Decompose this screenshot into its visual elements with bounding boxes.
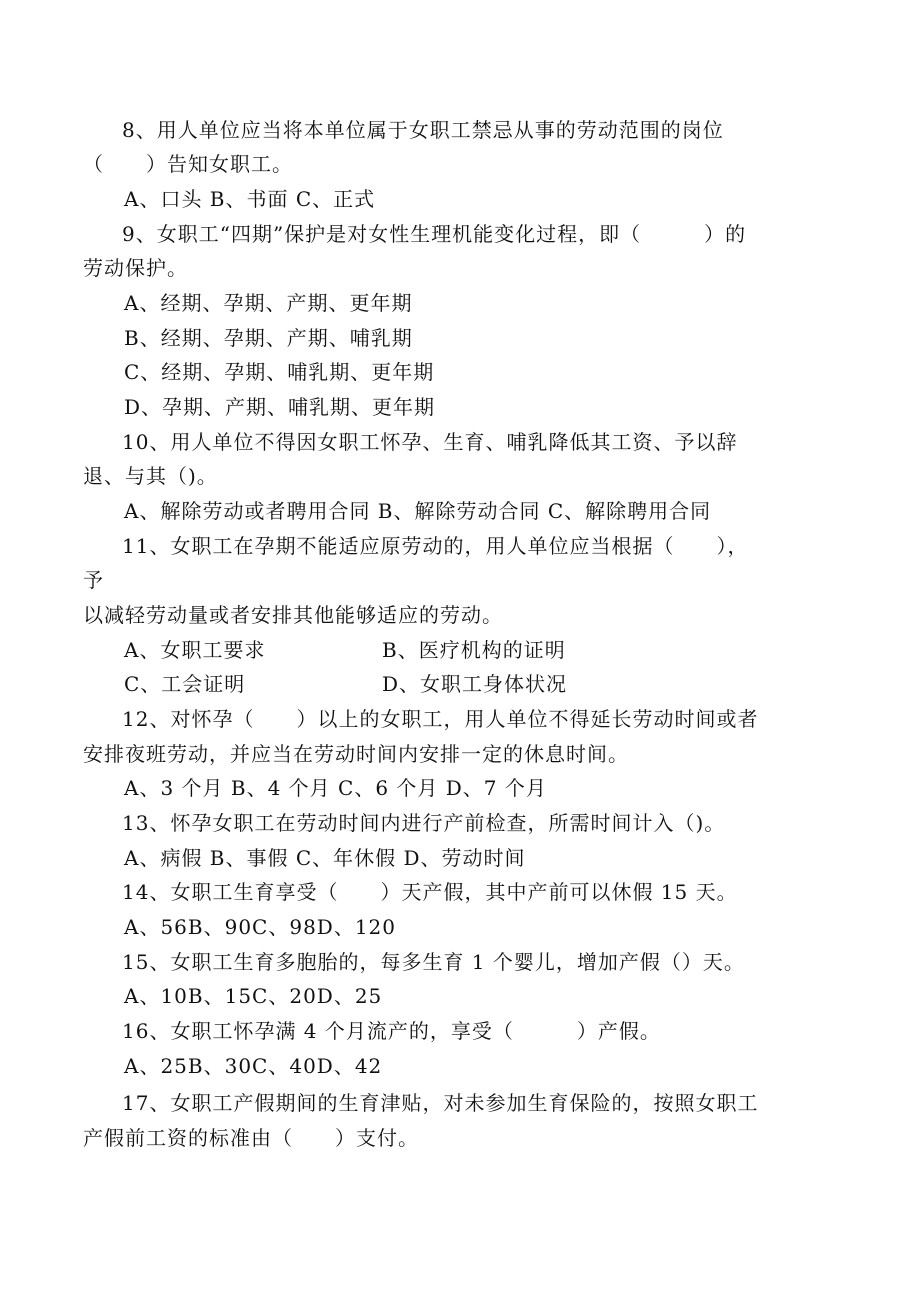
question-10-text: 10、用人单位不得因女职工怀孕、生育、哺乳降低其工资、予以辞 [122, 430, 738, 454]
question-8-text: 8、用人单位应当将本单位属于女职工禁忌从事的劳动范围的岗位 [122, 118, 724, 142]
question-12-options: A、3 个月 B、4 个月 C、6 个月 D、7 个月 [124, 776, 547, 800]
question-11-continued: 以减轻劳动量或者安排其他能够适应的劳动。 [83, 603, 503, 627]
question-9-option-b: B、经期、孕期、产期、哺乳期 [124, 326, 413, 350]
question-9-option-a: A、经期、孕期、产期、更年期 [124, 291, 413, 315]
question-10-continued: 退、与其（)。 [83, 464, 218, 488]
question-11-option-a: A、女职工要求 [124, 638, 266, 662]
question-9-text: 9、女职工“四期”保护是对女性生理机能变化过程，即（ ）的 [122, 222, 747, 246]
question-13-text: 13、怀孕女职工在劳动时间内进行产前检查，所需时间计入（)。 [122, 811, 726, 835]
question-10-options: A、解除劳动或者聘用合同 B、解除劳动合同 C、解除聘用合同 [124, 499, 712, 523]
question-8-continued: （ ）告知女职工。 [83, 152, 293, 176]
question-9-continued: 劳动保护。 [83, 256, 188, 280]
question-15-options: A、10B、15C、20D、25 [124, 984, 383, 1008]
question-16-text: 16、女职工怀孕满 4 个月流产的，享受（ ）产假。 [122, 1019, 661, 1043]
question-14-options: A、56B、90C、98D、120 [124, 915, 396, 939]
question-13-options: A、病假 B、事假 C、年休假 D、劳动时间 [124, 846, 526, 870]
question-11-option-d: D、女职工身体状况 [382, 672, 568, 696]
question-9-option-d: D、孕期、产期、哺乳期、更年期 [124, 395, 436, 419]
question-14-text: 14、女职工生育享受（ ）天产假，其中产前可以休假 15 天。 [122, 880, 738, 904]
question-15-text: 15、女职工生育多胞胎的，每多生育 1 个婴儿，增加产假（）天。 [122, 950, 745, 974]
question-9-option-c: C、经期、孕期、哺乳期、更年期 [124, 360, 435, 384]
question-12-continued: 安排夜班劳动，并应当在劳动时间内安排一定的休息时间。 [83, 742, 629, 766]
question-16-options: A、25B、30C、40D、42 [124, 1054, 383, 1078]
question-11-wrap: 予 [83, 568, 104, 592]
question-11-text: 11、女职工在孕期不能适应原劳动的，用人单位应当根据（ ）， [122, 534, 749, 558]
question-12-text: 12、对怀孕（ ）以上的女职工，用人单位不得延长劳动时间或者 [122, 707, 759, 731]
question-11-option-b: B、医疗机构的证明 [382, 638, 566, 662]
question-17-text: 17、女职工产假期间的生育津贴，对未参加生育保险的，按照女职工 [122, 1091, 759, 1115]
question-11-option-c: C、工会证明 [124, 672, 246, 696]
question-17-continued: 产假前工资的标准由（ ）支付。 [83, 1126, 419, 1150]
question-8-options: A、口头 B、书面 C、正式 [124, 187, 376, 211]
